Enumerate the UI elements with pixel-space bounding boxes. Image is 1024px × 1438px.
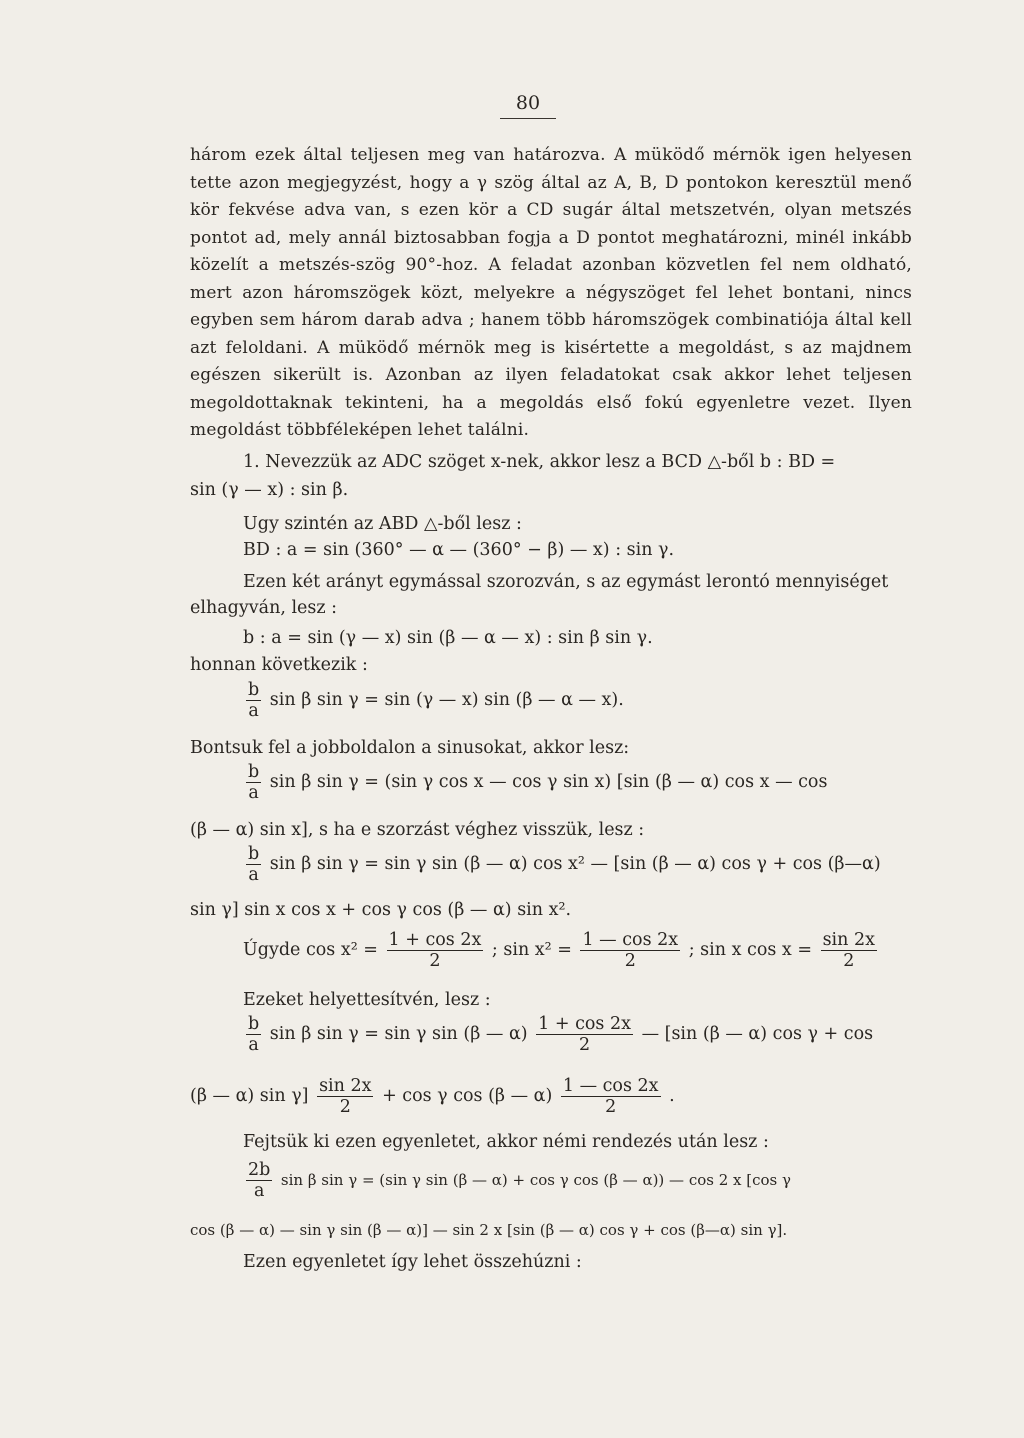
- equation-9: $\frac{b}{a}$ sin β sin γ = sin (γ — x) sin (β — α — x).: [248, 680, 624, 721]
- fraction-b-over-a: $\frac{b}{a}$: [248, 762, 260, 803]
- fraction-1-minus-cos2x-over-2: $\frac{1 — \cos 2x}{2}$: [562, 1076, 659, 1117]
- line-16: Ezeket helyettesítvén, lesz :: [243, 990, 491, 1010]
- paragraph-intro: [190, 142, 912, 445]
- line-3: Ugy szintén az ABD △-ből lesz :: [243, 514, 522, 534]
- line-12: (β — α) sin x], s ha e szorzást véghez visszük, lesz :: [190, 820, 645, 840]
- equation-20: $\frac{2b}{a}$ sin β sin γ = (sin γ sin (β — α) + cos γ cos (β — α)) — cos 2 x [cos γ: [248, 1160, 791, 1201]
- equation-17: $\frac{b}{a}$ sin β sin γ = sin γ sin (β — α) $\frac{1 + \cos 2x}{2}$ — [sin (β — α) cos γ + cos: [248, 1014, 874, 1055]
- fraction-1-plus-cos2x-over-2: $\frac{1 + \cos 2x}{2}$: [388, 930, 482, 971]
- fraction-sin2x-over-2: $\frac{\sin 2x}{2}$: [319, 1076, 372, 1117]
- line-6: elhagyván, lesz :: [190, 598, 338, 618]
- equation-11: $\frac{b}{a}$ sin β sin γ = (sin γ cos x — cos γ sin x) [sin (β — α) cos x — cos: [248, 762, 828, 803]
- line-5: Ezen két arányt egymással szorozván, s az egymást lerontó mennyiséget: [243, 572, 889, 592]
- line-21: cos (β — α) — sin γ sin (β — α)] — sin 2 x [sin (β — α) cos γ + cos (β—α) sin γ].: [190, 1221, 788, 1239]
- equation-18: (β — α) sin γ] $\frac{\sin 2x}{2}$ + cos γ cos (β — α) $\frac{1 — \cos 2x}{2}$ .: [190, 1076, 675, 1117]
- line-2: sin (γ — x) : sin β.: [190, 480, 349, 500]
- line-7: b : a = sin (γ — x) sin (β — α — x) : sin β sin γ.: [243, 628, 653, 648]
- equation-15: Úgyde cos x² = $\frac{1 + \cos 2x}{2}$ ; sin x² = $\frac{1 — \cos 2x}{2}$ ; sin x cos x = $\frac{\sin 2x}{2}$: [243, 930, 875, 971]
- line-1: 1. Nevezzük az ADC szöget x-nek, akkor lesz a BCD △-ből b : BD =: [243, 452, 836, 472]
- paragraph-text: három ezek által teljesen meg van határozva. A müködő mérnök igen helyesen tette azon megjegyzést, hogy a γ szög által az A, B, D pontokon keresztül menő kör fekvése adva van, s ezen kör a CD sugár által metszetvén, olyan metszés pontot ad, mely annál biztosabban fogja a D pontot meghatározni, minél inkább közelít a metszés-szög 90°-hoz. A feladat azonban közvetlen fel nem oldható, mert azon háromszögek közt, melyekre a négyszöget fel lehet bontani, nincs egyben sem három darab adva ; hanem több háromszögek combinatiója által kell azt feloldani. A müködő mérnök meg is kisértette a megoldást, s az majdnem egészen sikerült is. Azonban az ilyen feladatokat csak akkor lehet teljesen megoldottaknak tekinteni, ha a megoldás első fokú egyenletre vezet. Ilyen megoldást többféleképen lehet találni.: [190, 145, 912, 440]
- fraction-2b-over-a: $\frac{2b}{a}$: [248, 1160, 271, 1201]
- line-14: sin γ] sin x cos x + cos γ cos (β — α) sin x².: [190, 900, 572, 920]
- line-22: Ezen egyenletet így lehet összehúzni :: [243, 1252, 582, 1272]
- page-number: 80: [500, 92, 556, 119]
- equation-13: $\frac{b}{a}$ sin β sin γ = sin γ sin (β — α) cos x² — [sin (β — α) cos γ + cos (β—α): [248, 844, 881, 885]
- fraction-b-over-a: $\frac{b}{a}$: [248, 844, 260, 885]
- fraction-1-plus-cos2x-over-2: $\frac{1 + \cos 2x}{2}$: [538, 1014, 631, 1055]
- fraction-b-over-a: $\frac{b}{a}$: [248, 1014, 260, 1055]
- line-10: Bontsuk fel a jobboldalon a sinusokat, akkor lesz:: [190, 738, 630, 758]
- line-8: honnan következik :: [190, 655, 368, 675]
- line-4: BD : a = sin (360° — α — (360° − β) — x) : sin γ.: [243, 540, 675, 560]
- fraction-b-over-a: $\frac{b}{a}$: [248, 680, 260, 721]
- fraction-sin2x-over-2: $\frac{\sin 2x}{2}$: [822, 930, 875, 971]
- fraction-1-minus-cos2x-over-2: $\frac{1 — \cos 2x}{2}$: [582, 930, 679, 971]
- line-19: Fejtsük ki ezen egyenletet, akkor némi rendezés után lesz :: [243, 1132, 769, 1152]
